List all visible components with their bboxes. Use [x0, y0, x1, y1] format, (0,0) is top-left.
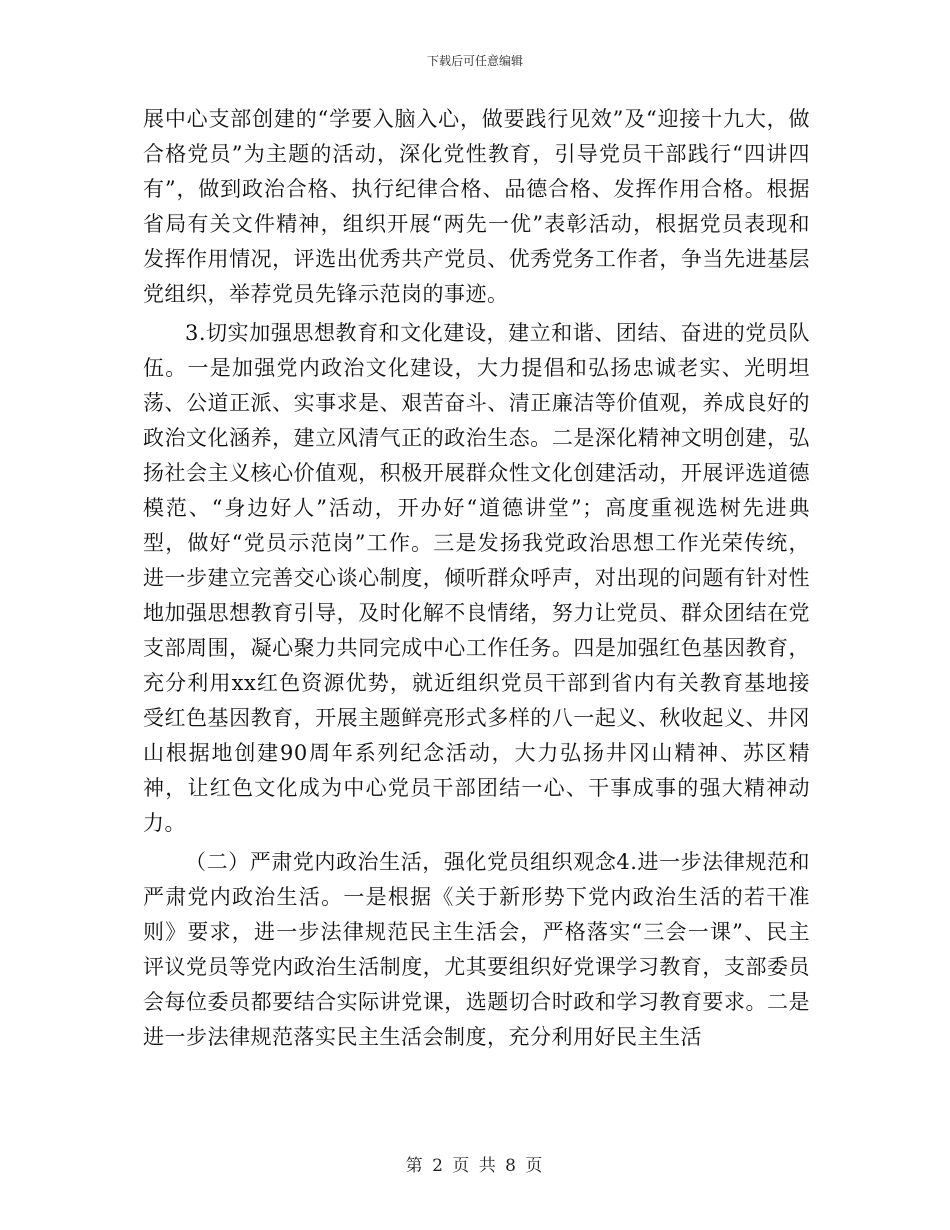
document-body — [143, 102, 810, 1055]
page-number-footer: 第 2 页 共 8 页 — [405, 1156, 545, 1176]
paragraph-section-2: （二）严肃党内政治生活，强化党员组织观念4.进一步法律规范和严肃党内政治生活。一是根据《关于新形势下党内政治生活的若干准则》要求，进一步法律规范民主生活会，严格落实“三会一课”、民主评议党员等党内政治生活制度，尤其要组织好党课学习教育，支部委员会每位委员都要结合实际讲党课，选题切合时政和学习教育要求。二是进一步法律规范落实民主生活会制度，充分利用好民主生活 — [143, 850, 810, 1049]
paragraph-continuation: 展中心支部创建的“学要入脑入心，做要践行见效”及“迎接十九大，做合格党员”为主题的活动，深化党性教育，引导党员干部践行“四讲四有”，做到政治合格、执行纪律合格、品德合格、发挥作用合格。根据省局有关文件精神，组织开展“两先一优”表彰活动，根据党员表现和发挥作用情况，评选出优秀共产党员、优秀党务工作者，争当先进基层党组织，举荐党员先锋示范岗的事迹。 — [143, 107, 810, 306]
paragraph-item-3: 3.切实加强思想教育和文化建设，建立和谐、团结、奋进的党员队伍。一是加强党内政治文化建设，大力提倡和弘扬忠诚老实、光明坦荡、公道正派、实事求是、艰苦奋斗、清正廉洁等价值观，养成良好的政治文化涵养，建立风清气正的政治生态。二是深化精神文明创建，弘扬社会主义核心价值观，积极开展群众性文化创建活动，开展评选道德模范、“身边好人”活动，开办好“道德讲堂”；高度重视选树先进典型，做好“党员示范岗”工作。三是发扬我党政治思想工作光荣传统，进一步建立完善交心谈心制度，倾听群众呼声，对出现的问题有针对性地加强思想教育引导，及时化解不良情绪，努力让党员、群众团结在党支部周围，凝心聚力共同完成中心工作任务。四是加强红色基因教育，充分利用xx红色资源优势，就近组织党员干部到省内有关教育基地接受红色基因教育，开展主题鲜亮形式多样的八一起义、秋收起义、井冈山根据地创建90周年系列纪念活动，大力弘扬井冈山精神、苏区精神，让红色文化成为中心党员干部团结一心、干事成事的强大精神动力。 — [143, 321, 810, 835]
page-header-note: 下载后可任意编辑 — [426, 54, 523, 68]
